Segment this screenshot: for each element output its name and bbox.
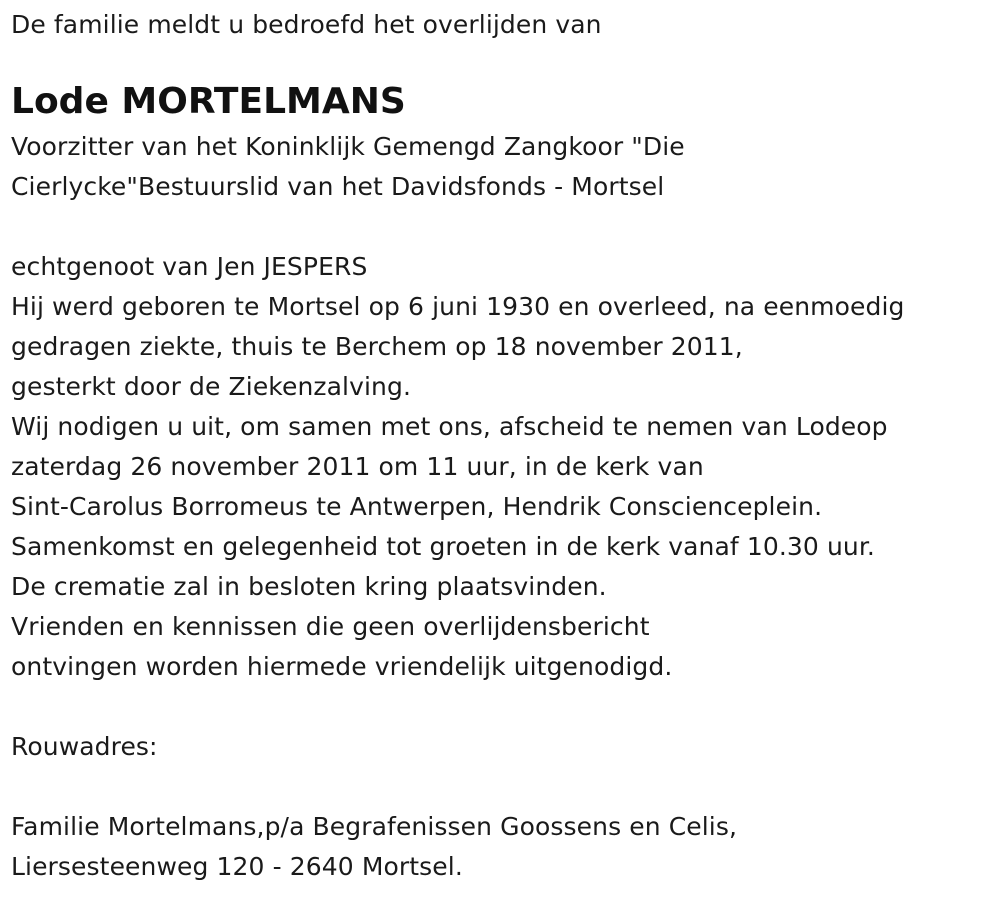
notice-body [11,247,991,687]
spacer [11,207,991,247]
title-line: Voorzitter van het Koninklijk Gemengd Zangkoor "Die [11,132,685,161]
spacer [11,767,991,807]
body-line: gedragen ziekte, thuis te Berchem op 18 november 2011, [11,332,743,361]
body-line: ontvingen worden hiermede vriendelijk uitgenodigd. [11,652,673,681]
body-line: De crematie zal in besloten kring plaatsvinden. [11,572,607,601]
body-line: gesterkt door de Ziekenzalving. [11,372,411,401]
body-line: Vrienden en kennissen die geen overlijdensbericht [11,612,650,641]
address-block [11,807,991,887]
address-heading: Rouwadres: [11,732,158,761]
spacer [11,687,991,727]
spouse-line: echtgenoot van Jen JESPERS [11,252,368,281]
deceased-name: Lode MORTELMANS [11,81,406,122]
address-line: Liersesteenweg 120 - 2640 Mortsel. [11,852,463,881]
address-line: Familie Mortelmans,p/a Begrafenissen Goossens en Celis, [11,812,738,841]
intro-text: De familie meldt u bedroefd het overlijden van [11,10,602,39]
body-line: Samenkomst en gelegenheid tot groeten in de kerk vanaf 10.30 uur. [11,532,875,561]
title-line: Cierlycke"Bestuurslid van het Davidsfonds - Mortsel [11,172,665,201]
death-notice [11,0,991,887]
body-line: Wij nodigen u uit, om samen met ons, afscheid te nemen van Lodeop [11,412,888,441]
body-line: Sint-Carolus Borromeus te Antwerpen, Hendrik Conscienceplein. [11,492,823,521]
body-line: Hij werd geboren te Mortsel op 6 juni 1930 en overleed, na eenmoedig [11,292,905,321]
titles-block [11,127,991,207]
body-line: zaterdag 26 november 2011 om 11 uur, in de kerk van [11,452,704,481]
